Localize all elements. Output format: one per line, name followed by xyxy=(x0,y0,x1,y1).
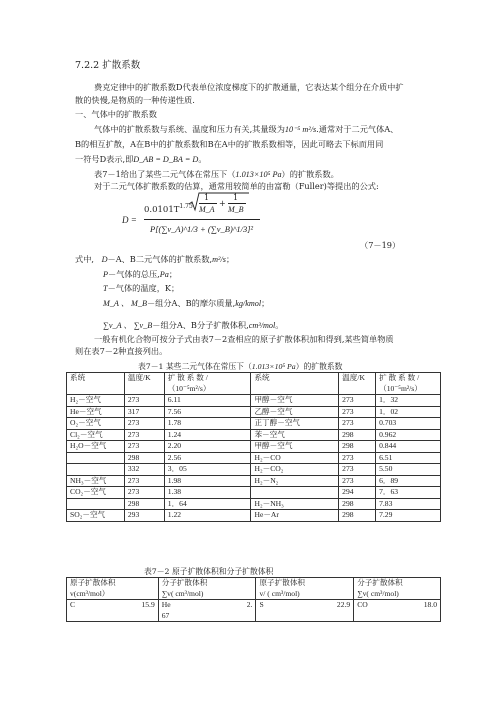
table-cell: 2.20 xyxy=(164,441,251,453)
table-cell: H₂－CO xyxy=(251,452,339,464)
unit: cm³/mol xyxy=(248,321,276,330)
text-run: 气体中的扩散系数与系统、温度和压力有关,其量级为 xyxy=(94,124,285,134)
header-label: 扩 散 系 数 / xyxy=(167,373,208,382)
table-cell: 273 xyxy=(124,475,164,487)
table-cell: H₂－空气 xyxy=(67,395,125,407)
table-row xyxy=(67,464,441,476)
table-cell xyxy=(67,452,125,464)
header-unit: （10⁻⁵m²/s） xyxy=(379,383,422,393)
table-cell: 正丁醇－空气 xyxy=(251,418,339,430)
subheading: 一、气体中的扩散系数 xyxy=(75,109,157,119)
sqrt-frac2-den: M_B xyxy=(228,205,244,214)
table-cell: 294 xyxy=(339,487,376,499)
table-row xyxy=(67,498,441,510)
table2-caption: 表7－2 原子扩散体积和分子扩散体积 xyxy=(144,567,274,576)
table-cell: 7．63 xyxy=(376,487,441,499)
table-cell: 1.24 xyxy=(164,429,251,441)
table-cell: 3．05 xyxy=(164,464,251,476)
table-cell: 298 xyxy=(339,498,376,510)
header-unit: ∑v( cm³/mol) xyxy=(161,588,204,598)
table-cell: H₂－N₂ xyxy=(251,475,339,487)
formula-numerator xyxy=(144,201,193,216)
sqrt-plus: + xyxy=(219,199,226,208)
table-cell: 317 xyxy=(124,406,164,418)
table-body xyxy=(67,395,441,522)
table-cell: 1．02 xyxy=(376,406,441,418)
table-cell: 苯－空气 xyxy=(251,429,339,441)
table-cell: 298 xyxy=(339,510,376,522)
text-run: 式中, xyxy=(75,254,94,264)
text-run: －气体的总压, xyxy=(108,269,160,279)
paragraph-line: 一般有机化合物可按分子式由表7－2查相应的原子扩散体积加和得到,某些简单物质 xyxy=(94,334,394,344)
symbol: M_A 、 M_B xyxy=(103,299,147,308)
sqrt-frac2-num: 1 xyxy=(233,193,239,202)
definition-line xyxy=(103,320,283,331)
sqrt-frac1-num: 1 xyxy=(204,193,210,202)
formula-exp: 1.75 xyxy=(179,203,193,210)
text-run: 表7－1给出了某些二元气体在常压下（ xyxy=(94,169,236,179)
table-cell: H₂－CO₂ xyxy=(251,464,339,476)
table-row xyxy=(67,510,441,522)
table-cell: 1.22 xyxy=(164,510,251,522)
text-run: 。 xyxy=(275,320,284,330)
header-unit: v(cm³/mol） xyxy=(70,588,110,598)
table-cell xyxy=(67,600,159,622)
header-label: 原子扩散体积 xyxy=(70,578,116,587)
table-cell: 2.56 xyxy=(164,452,251,464)
text-run: .通常对于二元气体A、 xyxy=(316,124,399,134)
header-unit: v/ ( cm³/mol) xyxy=(259,588,300,598)
table-cell: 1．64 xyxy=(164,498,251,510)
table-cell: 6．89 xyxy=(376,475,441,487)
math-inline: 1.013×10⁵ Pa xyxy=(251,362,296,371)
table-cell: 7.56 xyxy=(164,406,251,418)
symbol: P xyxy=(103,270,109,279)
table-row xyxy=(67,452,441,464)
paragraph-line xyxy=(94,124,398,135)
cell-label: S xyxy=(259,600,264,609)
cell-label: C xyxy=(70,600,76,609)
table-header xyxy=(376,373,441,395)
text-run: ； xyxy=(168,269,178,279)
paragraph-line: B的相互扩散，A在B中的扩散系数和B在A中的扩散系数相等，因此可略去下标而用同 xyxy=(75,139,384,149)
table-cell: 6.51 xyxy=(376,452,441,464)
text-run: －组分A、B分子扩散体积, xyxy=(152,320,249,330)
text-run: －A、B二元气体的扩散系数, xyxy=(107,254,213,264)
table-cell: 0.844 xyxy=(376,441,441,453)
text-run: ）的扩散系数 xyxy=(295,362,343,371)
math-inline: 10⁻⁵ m²/s xyxy=(284,125,317,134)
table-header: 系统 xyxy=(251,373,339,395)
table-cell: 乙醇－空气 xyxy=(251,406,339,418)
header-label: 原子扩散体积 xyxy=(259,578,306,587)
table-header xyxy=(158,578,256,600)
table-header-row xyxy=(67,373,441,395)
unit: m²/s xyxy=(212,255,226,264)
paragraph-line: 费克定律中的扩散系数D代表单位浓度梯度下的扩散通量，它表达某个组分在介质中扩 xyxy=(94,82,404,92)
cell-value: 15.9 xyxy=(141,600,155,609)
text-run: ； xyxy=(225,254,235,264)
table-cell: He－Ar xyxy=(251,510,339,522)
equation-number: （7－19） xyxy=(360,240,401,250)
table-row xyxy=(67,418,441,430)
table-cell: 298 xyxy=(124,498,164,510)
table-cell: Cl₂－空气 xyxy=(67,429,125,441)
table-cell xyxy=(256,600,354,622)
table-cell: 273 xyxy=(124,487,164,499)
table-cell: H₂O－空气 xyxy=(67,441,125,453)
table-cell: 273 xyxy=(339,418,376,430)
table-cell: 332 xyxy=(124,464,164,476)
table-cell xyxy=(158,600,256,622)
table-cell: 298 xyxy=(339,429,376,441)
definition-line xyxy=(103,298,269,309)
table-diffusion-volumes xyxy=(66,577,441,622)
table-cell: 1.38 xyxy=(164,487,251,499)
table-row xyxy=(67,406,441,418)
table-cell: O₂－空气 xyxy=(67,418,125,430)
table-cell: 7.29 xyxy=(376,510,441,522)
section-title: 7.2.2 扩散系数 xyxy=(75,60,141,71)
table-cell: 273 xyxy=(339,452,376,464)
table-cell: 1．32 xyxy=(376,395,441,407)
text-run: －组分A、B的摩尔质量, xyxy=(146,298,236,308)
table-cell: 293 xyxy=(124,510,164,522)
header-unit: （10⁻⁵m²/s） xyxy=(167,383,211,393)
table-cell xyxy=(67,498,125,510)
symbol: T xyxy=(103,284,108,293)
cell-value-wrap: 67 xyxy=(161,610,170,620)
table-cell: H₂－NH₃ xyxy=(251,498,339,510)
header-label: 分子扩散体积 xyxy=(161,578,208,587)
table-cell xyxy=(354,600,441,622)
sqrt-frac1-den: M_A xyxy=(199,205,215,214)
table-cell: 6.11 xyxy=(164,395,251,407)
text-run: 。 xyxy=(198,154,207,164)
table-header: 系统 xyxy=(67,373,125,395)
formula-denominator: P[(∑v_A)^1/3 + (∑v_B)^1/3]² xyxy=(150,224,254,234)
table-cell: 273 xyxy=(339,395,376,407)
table-diffusion-coefficients xyxy=(66,372,441,522)
table-cell: 273 xyxy=(124,429,164,441)
table-header: 温度/K xyxy=(339,373,376,395)
table-cell: 1.98 xyxy=(164,475,251,487)
cell-label: He xyxy=(161,600,171,609)
formula-fraction-bar xyxy=(144,219,260,220)
table-cell: 甲醇－空气 xyxy=(251,441,339,453)
math-inline: 1.013×10⁵ Pa xyxy=(235,170,282,179)
math-inline: D_AB = D_BA = D xyxy=(133,155,199,164)
table-header-row xyxy=(67,578,441,600)
table-cell xyxy=(251,487,339,499)
table-cell: 0.703 xyxy=(376,418,441,430)
table-cell: 273 xyxy=(124,418,164,430)
table-cell: 298 xyxy=(124,452,164,464)
paragraph-line: 对于二元气体扩散系数的估算，通常用较简单的由富勒（Fuller)等提出的公式: xyxy=(94,181,379,191)
unit: kg/kmol xyxy=(235,299,262,308)
table-row xyxy=(67,475,441,487)
table-header xyxy=(67,578,159,600)
table-header: 温度/K xyxy=(124,373,164,395)
table1-caption xyxy=(138,361,342,372)
table-cell: SO₂－空气 xyxy=(67,510,125,522)
table-cell xyxy=(67,464,125,476)
table-cell: He－空气 xyxy=(67,406,125,418)
text-run: 表7－1 某些二元气体在常压下（ xyxy=(138,362,252,371)
text-run: 一符号D表示,即 xyxy=(75,154,134,164)
table-cell: 273 xyxy=(124,395,164,407)
text-run: －气体的温度，K； xyxy=(107,283,180,293)
table-row xyxy=(67,600,441,622)
table-header xyxy=(164,373,251,395)
header-unit: ∑v( cm³/mol) xyxy=(357,588,399,598)
table-header xyxy=(354,578,441,600)
table-row xyxy=(67,395,441,407)
formula-lhs: D = xyxy=(122,215,137,225)
paragraph-line: 散的快慢,是物质的一种传递性质. xyxy=(75,95,195,105)
table-cell: 273 xyxy=(339,475,376,487)
table-cell: 5.50 xyxy=(376,464,441,476)
symbol: ∑v_A 、 ∑v_B xyxy=(103,321,153,330)
table-cell: 273 xyxy=(124,441,164,453)
header-label: 分子扩散体积 xyxy=(357,578,403,587)
table-cell: 273 xyxy=(339,464,376,476)
table-cell: 1.78 xyxy=(164,418,251,430)
table-cell: 甲醇－空气 xyxy=(251,395,339,407)
paragraph-line xyxy=(75,154,207,165)
table-cell: 273 xyxy=(339,406,376,418)
cell-value: 18.0 xyxy=(423,600,437,609)
table-cell: 298 xyxy=(339,441,376,453)
table-cell: CO₂－空气 xyxy=(67,487,125,499)
table-header xyxy=(256,578,354,600)
formula-coef: 0.0101T xyxy=(144,204,180,215)
table-cell: NH₃－空气 xyxy=(67,475,125,487)
text-run: ）的扩散系数。 xyxy=(281,169,339,179)
table-row xyxy=(67,429,441,441)
paragraph-line: 则在表7－2种直接列出。 xyxy=(75,346,168,356)
cell-label: CO xyxy=(357,600,368,609)
symbol: D xyxy=(101,255,108,264)
cell-value: 22.9 xyxy=(336,600,351,609)
table-cell: 7.83 xyxy=(376,498,441,510)
paragraph-line xyxy=(94,169,339,180)
table-row xyxy=(67,487,441,499)
table-row xyxy=(67,441,441,453)
cell-value: 2. xyxy=(246,600,253,609)
table-cell: 0.962 xyxy=(376,429,441,441)
unit: Pa xyxy=(159,270,169,279)
definition-line xyxy=(103,283,179,294)
definition-line xyxy=(103,269,177,280)
definition-line xyxy=(75,254,234,265)
header-label: 扩 散 系 数 / xyxy=(379,373,420,382)
text-run: ； xyxy=(261,298,270,308)
